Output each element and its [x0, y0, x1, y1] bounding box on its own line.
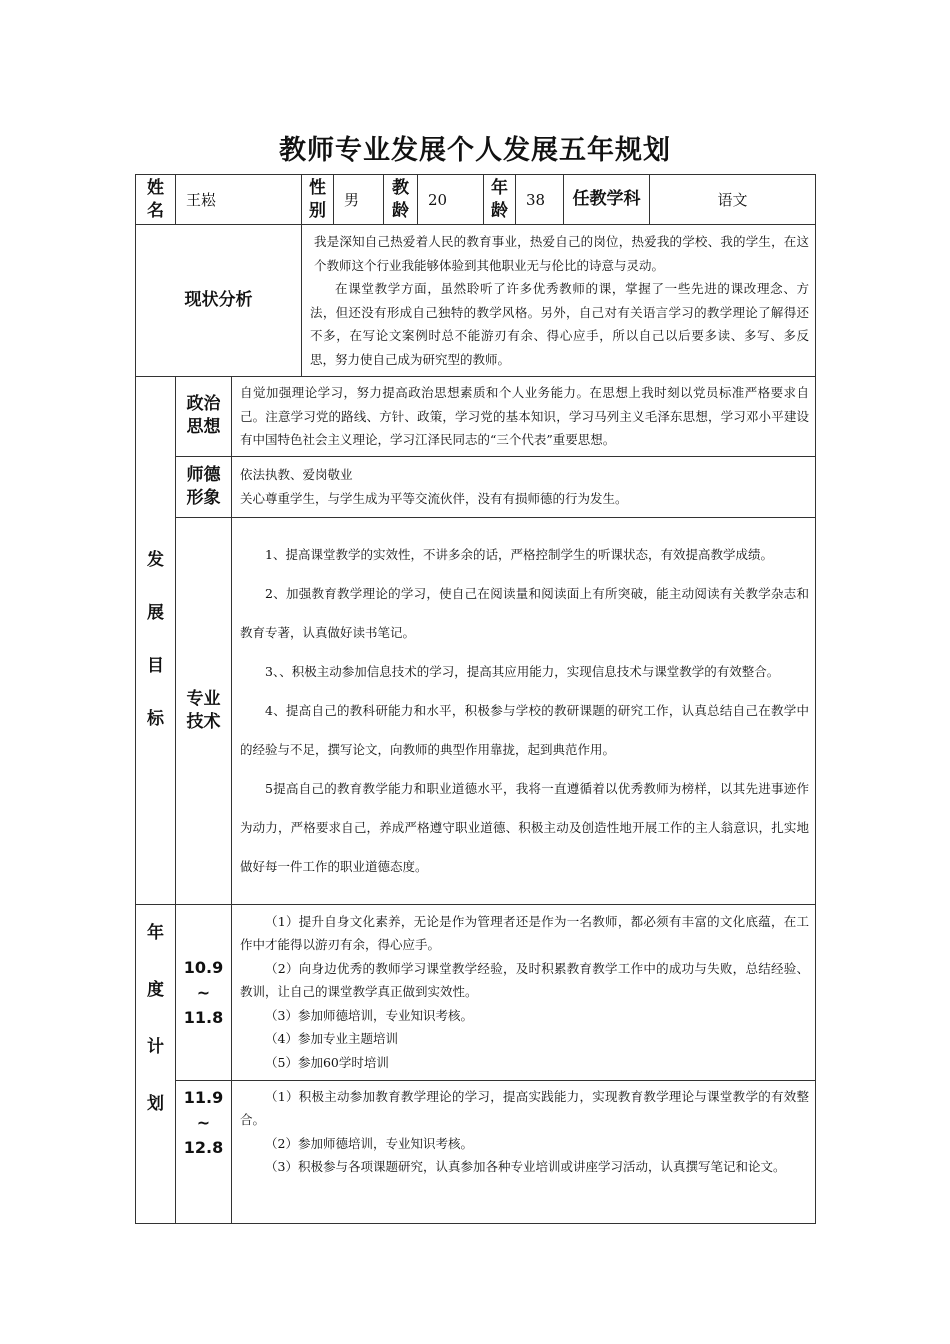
goals-label — [136, 377, 176, 905]
basic-info-row — [136, 175, 816, 225]
plan-item: （5）参加60学时培训 — [265, 1054, 389, 1070]
plan-item: （2）参加师德培训，专业知识考核。 — [265, 1135, 473, 1151]
ethics-line: 关心尊重学生，与学生成为平等交流伙伴，没有有损师德的行为发生。 — [240, 490, 628, 506]
goals-label-char: 发 — [147, 550, 164, 571]
political-label: 政治思想 — [176, 377, 232, 457]
goal-political-row — [136, 377, 816, 457]
period-end: 12.8 — [183, 1137, 224, 1157]
political-text: 自觉加强理论学习，努力提高政治思想素质和个人业务能力。在思想上我时刻以党员标准严格要求自己。注意学习党的路线、方针、政策，学习党的基本知识，学习马列主义毛泽东思想，学习邓小平建设有中国特色社会主义理论，学习江泽民同志的“三个代表”重要思想。 — [240, 385, 810, 447]
period-range — [176, 1080, 232, 1223]
ethics-line: 依法执教、爱岗敬业 — [240, 467, 353, 482]
professional-item: 3、、积极主动参加信息技术的学习，提高其应用能力，实现信息技术与课堂教学的有效整合。 — [265, 664, 780, 679]
plan-period-row — [136, 904, 816, 1080]
period-sep: ~ — [196, 1112, 211, 1132]
period-range — [176, 904, 232, 1080]
period-start: 10.9 — [183, 957, 224, 977]
gender-label: 性别 — [302, 175, 334, 225]
subject-value: 语文 — [650, 175, 816, 225]
teaching-age-value: 20 — [418, 175, 484, 225]
goals-label-char: 展 — [147, 603, 164, 624]
name-value: 王崧 — [176, 175, 302, 225]
status-label: 现状分析 — [136, 225, 302, 377]
plan-item: （1）提升自身文化素养，无论是作为管理者还是作为一名教师，都必须有丰富的文化底蕴，在工作中才能得以游刃有余，得心应手。 — [240, 913, 810, 953]
plan-label-char: 年 — [147, 922, 164, 943]
plan-label-char: 计 — [147, 1036, 164, 1057]
name-label: 姓名 — [136, 175, 176, 225]
subject-label: 任教学科 — [564, 175, 650, 225]
goal-professional-row — [136, 517, 816, 904]
plan-item: （2）向身边优秀的教师学习课堂教学经验，及时积累教育教学工作中的成功与失败，总结经验、教训，让自己的课堂教学真正做到实效性。 — [240, 960, 810, 1000]
goal-ethics-row — [136, 456, 816, 517]
professional-item: 1、提高课堂教学的实效性，不讲多余的话，严格控制学生的听课状态，有效提高教学成绩。 — [265, 547, 773, 562]
plan-label-char: 度 — [147, 979, 164, 1000]
goals-label-char: 标 — [147, 709, 164, 730]
status-text — [302, 225, 816, 377]
professional-item: 2、加强教育教学理论的学习，使自己在阅读量和阅读面上有所突破，能主动阅读有关教学杂志和教育专著，认真做好读书笔记。 — [240, 586, 810, 640]
period-start: 11.9 — [183, 1087, 224, 1107]
plan-period-row — [136, 1080, 816, 1223]
gender-value: 男 — [334, 175, 384, 225]
status-row — [136, 225, 816, 377]
plan-label-char: 划 — [147, 1093, 164, 1114]
period-end: 11.8 — [183, 1007, 224, 1027]
plan-item: （3）参加师德培训，专业知识考核。 — [265, 1007, 473, 1023]
age-label: 年龄 — [484, 175, 516, 225]
status-paragraph: 我是深知自己热爱着人民的教育事业，热爱自己的岗位，热爱我的学校、我的学生，在这个教师这个行业我能够体验到其他职业无与伦比的诗意与灵动。 — [314, 234, 810, 273]
teaching-age-label: 教龄 — [384, 175, 418, 225]
plan-label — [136, 904, 176, 1223]
plan-item: （4）参加专业主题培训 — [265, 1031, 398, 1047]
professional-item: 5提高自己的教育教学能力和职业道德水平，我将一直遵循着以优秀教师为榜样，以其先进事迹作为动力，严格要求自己，养成严格遵守职业道德、积极主动及创造性地开展工作的主人翁意识，扎实地做好每一件工作的职业道德态度。 — [240, 781, 810, 874]
professional-label: 专业技术 — [176, 517, 232, 904]
professional-item: 4、提高自己的教科研能力和水平，积极参与学校的教研课题的研究工作，认真总结自己在教学中的经验与不足，撰写论文，向教师的典型作用靠拢，起到典范作用。 — [240, 703, 810, 757]
plan-item: （1）积极主动参加教育教学理论的学习，提高实践能力，实现教育教学理论与课堂教学的有效整合。 — [240, 1088, 810, 1127]
page-title: 教师专业发展个人发展五年规划 — [279, 135, 671, 166]
age-value: 38 — [516, 175, 564, 225]
ethics-label: 师德形象 — [176, 456, 232, 517]
status-paragraph: 在课堂教学方面，虽然聆听了许多优秀教师的课，掌握了一些先进的课改理念、方法，但还没有形成自己独特的教学风格。另外，自己对有关语言学习的教学理论了解得还不多，在写论文案例时总不能游刃有余、得心应手，所以自己以后要多读、多写、多反思，努力使自己成为研究型的教师。 — [310, 281, 810, 367]
plan-item: （3）积极参与各项课题研究，认真参加各种专业培训或讲座学习活动，认真撰写笔记和论文。 — [265, 1159, 786, 1174]
goals-label-char: 目 — [147, 656, 164, 677]
period-sep: ~ — [196, 982, 211, 1002]
plan-table — [135, 174, 816, 1224]
